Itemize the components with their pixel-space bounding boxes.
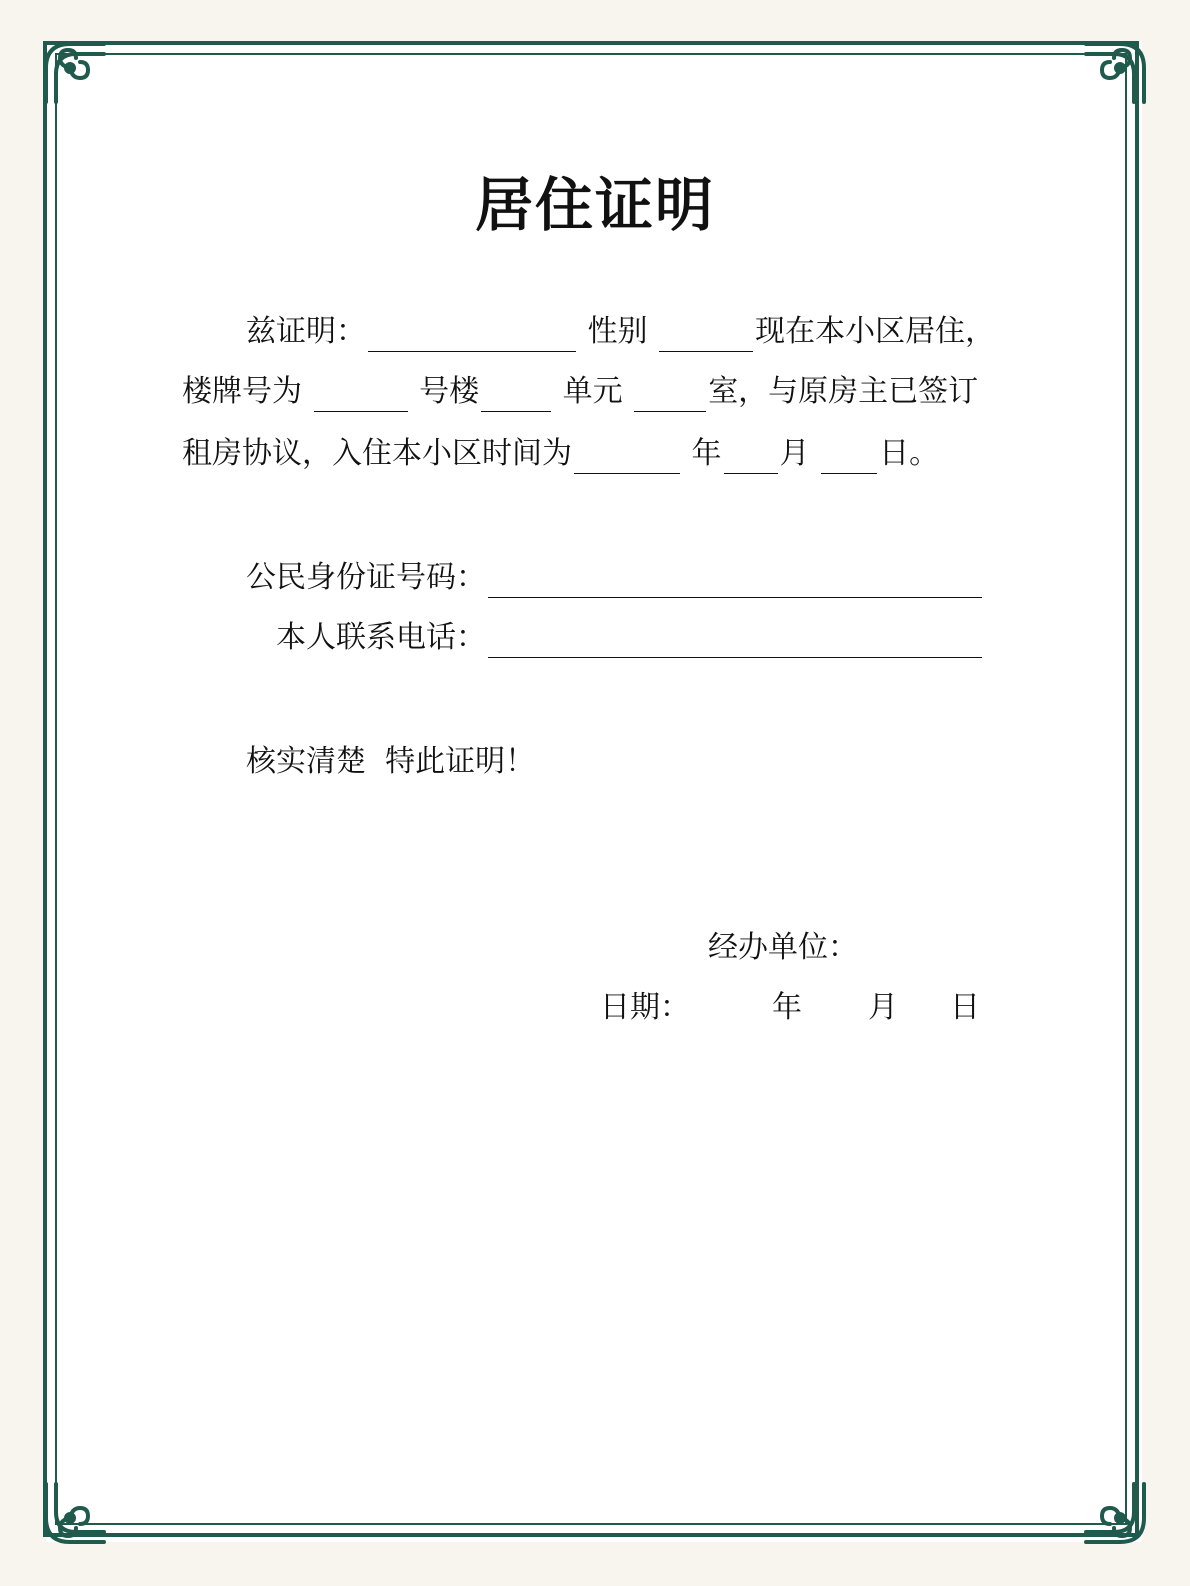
move-in-month-blank[interactable] [724, 439, 778, 474]
id-number-row [246, 558, 984, 598]
month-label: 月 [779, 436, 810, 471]
body-line-1 [246, 312, 995, 352]
date-label: 日期： [600, 990, 690, 1025]
day-label: 日。 [879, 436, 940, 471]
phone-label: 本人联系电话： [276, 620, 486, 655]
id-number-blank[interactable] [488, 563, 982, 598]
move-in-label: 租房协议，入住本小区时间为 [182, 436, 572, 471]
corner-ornament-top-right [1080, 38, 1150, 108]
room-agreement-text: 室，与原房主已签订 [708, 374, 979, 409]
phone-blank[interactable] [488, 623, 982, 658]
phone-row [276, 618, 984, 658]
corner-ornament-bottom-left [40, 1478, 110, 1548]
certify-label: 兹证明： [246, 314, 366, 349]
unit-label: 单元 [562, 374, 623, 409]
move-in-year-blank[interactable] [574, 439, 680, 474]
building-label: 号楼 [419, 374, 480, 409]
year-label: 年 [691, 436, 722, 471]
closing-statement: 核实清楚 特此证明！ [246, 744, 536, 779]
date-month-label: 月 [868, 990, 898, 1025]
gender-blank[interactable] [659, 317, 753, 352]
room-blank[interactable] [634, 377, 706, 412]
gender-label: 性别 [587, 314, 648, 349]
building-number-label: 楼牌号为 [182, 374, 302, 409]
date-year-label: 年 [772, 990, 802, 1025]
residence-text: 现在本小区居住， [755, 314, 996, 349]
date-day-label: 日 [950, 990, 980, 1025]
move-in-day-blank[interactable] [821, 439, 877, 474]
inner-border [55, 53, 1127, 1525]
corner-ornament-top-left [40, 38, 110, 108]
unit-blank[interactable] [481, 377, 551, 412]
handling-unit-label: 经办单位： [708, 930, 858, 965]
corner-ornament-bottom-right [1080, 1478, 1150, 1548]
id-number-label: 公民身份证号码： [246, 560, 486, 595]
document-title: 居住证明 [474, 171, 715, 239]
name-blank[interactable] [368, 317, 576, 352]
building-number-blank[interactable] [314, 377, 408, 412]
body-line-3 [182, 434, 939, 474]
body-line-2 [182, 372, 978, 412]
